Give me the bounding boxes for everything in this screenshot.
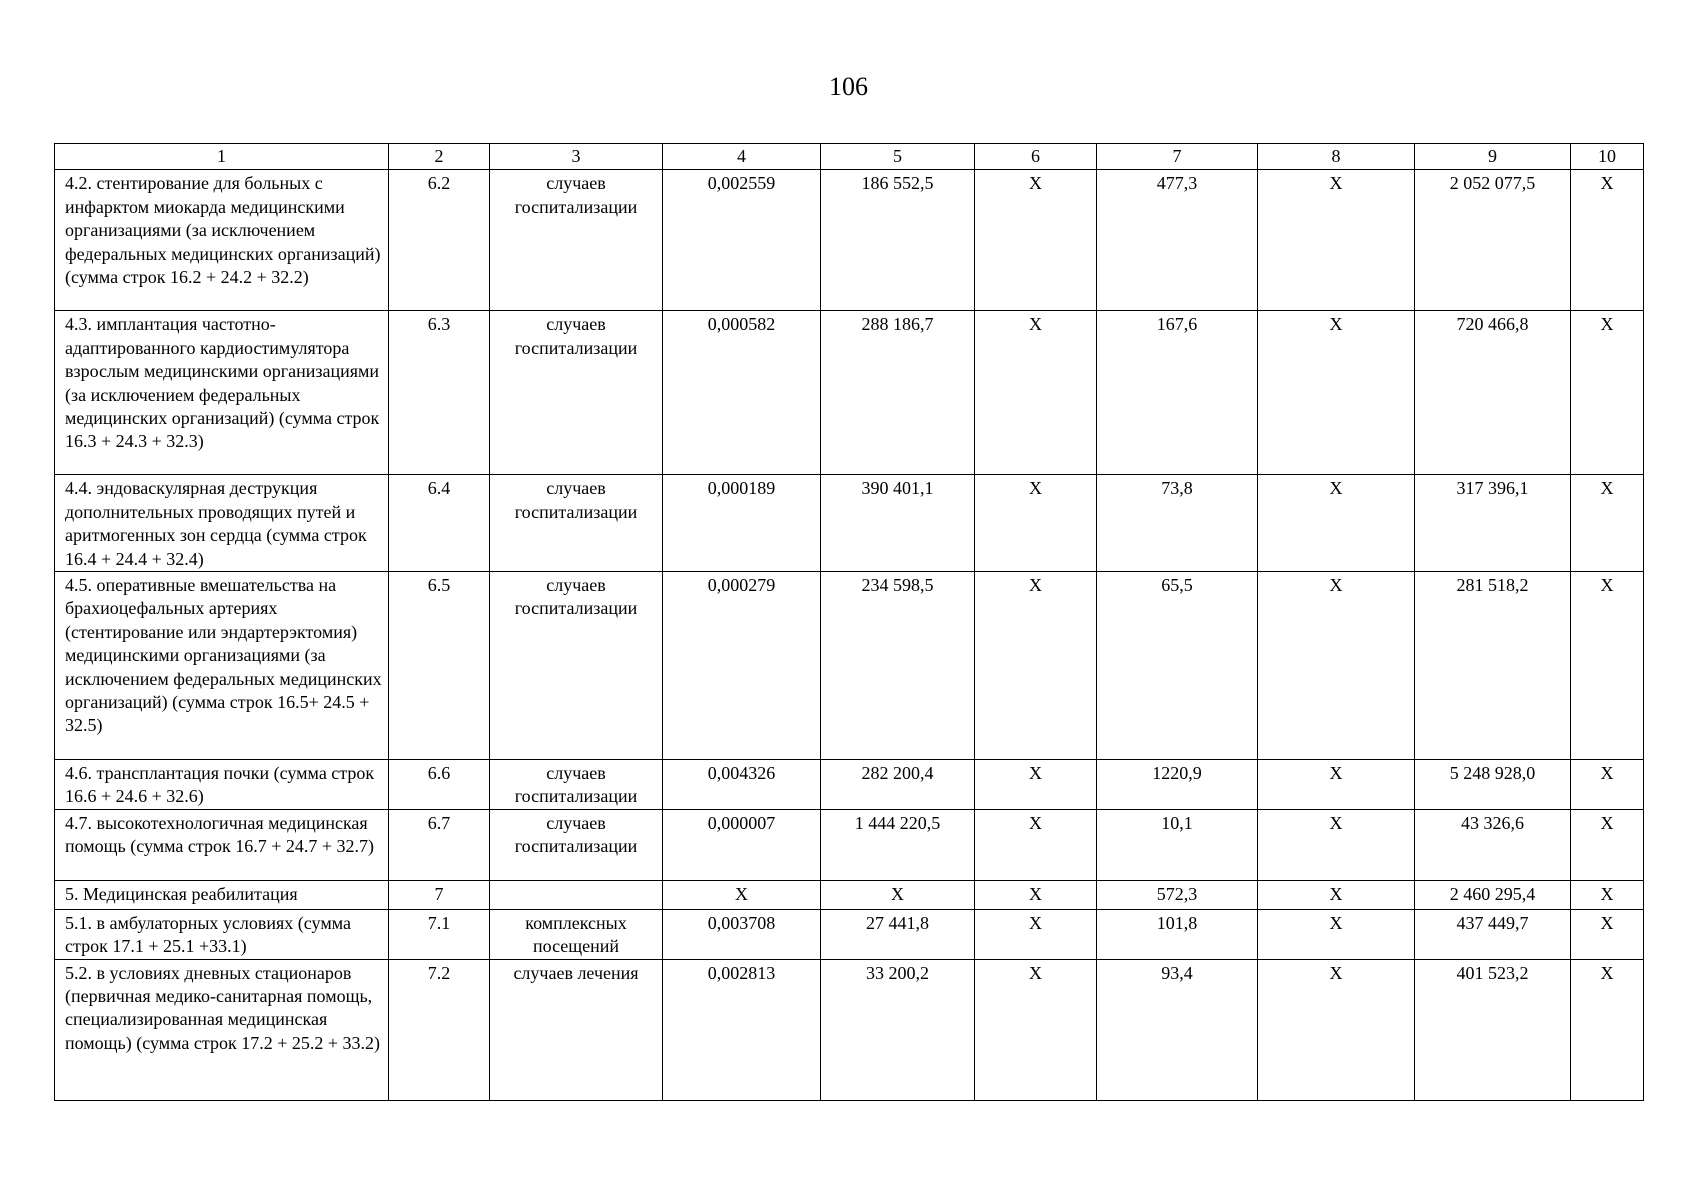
cell-col10: Х xyxy=(1571,959,1644,1100)
cell-col9: 2 052 077,5 xyxy=(1415,170,1571,311)
column-header: 4 xyxy=(663,144,821,170)
cell-col10: Х xyxy=(1571,475,1644,572)
cell-col6: Х xyxy=(975,572,1097,760)
cell-col6: Х xyxy=(975,170,1097,311)
cell-col4: 0,002559 xyxy=(663,170,821,311)
cell-col9: 5 248 928,0 xyxy=(1415,760,1571,810)
cell-col4: 0,000582 xyxy=(663,311,821,475)
cell-col8: Х xyxy=(1258,959,1415,1100)
column-header: 2 xyxy=(389,144,490,170)
cell-col9: 401 523,2 xyxy=(1415,959,1571,1100)
column-header: 6 xyxy=(975,144,1097,170)
table-row xyxy=(55,475,1644,572)
cell-col4: Х xyxy=(663,880,821,909)
cell-col4: 0,004326 xyxy=(663,760,821,810)
cell-col5: 1 444 220,5 xyxy=(821,809,975,880)
row-code: 6.6 xyxy=(389,760,490,810)
row-name: 4.6. трансплантация почки (сумма строк 16.6 + 24.6 + 32.6) xyxy=(55,760,389,810)
table-row xyxy=(55,880,1644,909)
table-row xyxy=(55,959,1644,1100)
row-unit: случаев госпитализации xyxy=(490,572,663,760)
cell-col8: Х xyxy=(1258,880,1415,909)
row-name: 4.3. имплантация частотно-адаптированного кардиостимулятора взрослым медицинскими организациями (за исключением федеральных медицинских организаций) (сумма строк 16.3 + 24.3 + 32.3) xyxy=(55,311,389,475)
cell-col10: Х xyxy=(1571,572,1644,760)
row-unit xyxy=(490,880,663,909)
row-code: 6.2 xyxy=(389,170,490,311)
cell-col6: Х xyxy=(975,959,1097,1100)
cell-col10: Х xyxy=(1571,760,1644,810)
cell-col4: 0,000279 xyxy=(663,572,821,760)
cell-col8: Х xyxy=(1258,475,1415,572)
row-unit: случаев лечения xyxy=(490,959,663,1100)
cell-col10: Х xyxy=(1571,909,1644,959)
row-code: 7.2 xyxy=(389,959,490,1100)
table-row xyxy=(55,760,1644,810)
row-unit: случаев госпитализации xyxy=(490,170,663,311)
cell-col5: 234 598,5 xyxy=(821,572,975,760)
cell-col5: 27 441,8 xyxy=(821,909,975,959)
row-code: 6.4 xyxy=(389,475,490,572)
cell-col5: 33 200,2 xyxy=(821,959,975,1100)
cell-col8: Х xyxy=(1258,572,1415,760)
cell-col5: Х xyxy=(821,880,975,909)
cell-col4: 0,003708 xyxy=(663,909,821,959)
cell-col9: 281 518,2 xyxy=(1415,572,1571,760)
column-header: 3 xyxy=(490,144,663,170)
cell-col5: 288 186,7 xyxy=(821,311,975,475)
cell-col7: 93,4 xyxy=(1097,959,1258,1100)
cell-col7: 10,1 xyxy=(1097,809,1258,880)
data-table xyxy=(54,143,1644,1101)
row-code: 6.7 xyxy=(389,809,490,880)
cell-col7: 101,8 xyxy=(1097,909,1258,959)
row-unit: комплексных посещений xyxy=(490,909,663,959)
cell-col6: Х xyxy=(975,880,1097,909)
column-header: 8 xyxy=(1258,144,1415,170)
header-row xyxy=(55,144,1644,170)
cell-col5: 390 401,1 xyxy=(821,475,975,572)
cell-col4: 0,000189 xyxy=(663,475,821,572)
table-row xyxy=(55,311,1644,475)
row-unit: случаев госпитализации xyxy=(490,760,663,810)
row-name: 5.1. в амбулаторных условиях (сумма строк 17.1 + 25.1 +33.1) xyxy=(55,909,389,959)
column-header: 5 xyxy=(821,144,975,170)
row-name: 4.7. высокотехнологичная медицинская помощь (сумма строк 16.7 + 24.7 + 32.7) xyxy=(55,809,389,880)
cell-col9: 2 460 295,4 xyxy=(1415,880,1571,909)
cell-col10: Х xyxy=(1571,880,1644,909)
row-unit: случаев госпитализации xyxy=(490,475,663,572)
cell-col10: Х xyxy=(1571,170,1644,311)
table-row xyxy=(55,809,1644,880)
cell-col6: Х xyxy=(975,760,1097,810)
column-header: 1 xyxy=(55,144,389,170)
cell-col9: 720 466,8 xyxy=(1415,311,1571,475)
cell-col4: 0,002813 xyxy=(663,959,821,1100)
row-code: 7.1 xyxy=(389,909,490,959)
row-unit: случаев госпитализации xyxy=(490,311,663,475)
cell-col7: 572,3 xyxy=(1097,880,1258,909)
column-header: 10 xyxy=(1571,144,1644,170)
cell-col9: 437 449,7 xyxy=(1415,909,1571,959)
page-number: 106 xyxy=(829,72,868,101)
cell-col7: 1220,9 xyxy=(1097,760,1258,810)
row-name: 4.4. эндоваскулярная деструкция дополнительных проводящих путей и аритмогенных зон сердца (сумма строк 16.4 + 24.4 + 32.4) xyxy=(55,475,389,572)
cell-col10: Х xyxy=(1571,311,1644,475)
cell-col7: 73,8 xyxy=(1097,475,1258,572)
row-name: 4.5. оперативные вмешательства на брахиоцефальных артериях (стентирование или эндартерэктомия) медицинскими организациями (за исключением федеральных медицинских организаций) (сумма строк 16.5+ 24.5 + 32.5) xyxy=(55,572,389,760)
cell-col8: Х xyxy=(1258,909,1415,959)
cell-col9: 317 396,1 xyxy=(1415,475,1571,572)
row-unit: случаев госпитализации xyxy=(490,809,663,880)
cell-col5: 186 552,5 xyxy=(821,170,975,311)
cell-col8: Х xyxy=(1258,311,1415,475)
cell-col7: 65,5 xyxy=(1097,572,1258,760)
column-header: 7 xyxy=(1097,144,1258,170)
row-name: 5. Медицинская реабилитация xyxy=(55,880,389,909)
cell-col6: Х xyxy=(975,809,1097,880)
cell-col7: 167,6 xyxy=(1097,311,1258,475)
cell-col4: 0,000007 xyxy=(663,809,821,880)
cell-col8: Х xyxy=(1258,170,1415,311)
cell-col8: Х xyxy=(1258,760,1415,810)
row-code: 6.3 xyxy=(389,311,490,475)
table-row xyxy=(55,572,1644,760)
column-header: 9 xyxy=(1415,144,1571,170)
cell-col6: Х xyxy=(975,475,1097,572)
table-row xyxy=(55,170,1644,311)
cell-col8: Х xyxy=(1258,809,1415,880)
row-name: 4.2. стентирование для больных с инфарктом миокарда медицинскими организациями (за исключением федеральных медицинских организаций) (сумма строк 16.2 + 24.2 + 32.2) xyxy=(55,170,389,311)
row-name: 5.2. в условиях дневных стационаров (первичная медико-санитарная помощь, специализированная медицинская помощь) (сумма строк 17.2 + 25.2 + 33.2) xyxy=(55,959,389,1100)
cell-col10: Х xyxy=(1571,809,1644,880)
cell-col6: Х xyxy=(975,909,1097,959)
cell-col7: 477,3 xyxy=(1097,170,1258,311)
cell-col9: 43 326,6 xyxy=(1415,809,1571,880)
row-code: 7 xyxy=(389,880,490,909)
table-row xyxy=(55,909,1644,959)
cell-col6: Х xyxy=(975,311,1097,475)
row-code: 6.5 xyxy=(389,572,490,760)
cell-col5: 282 200,4 xyxy=(821,760,975,810)
